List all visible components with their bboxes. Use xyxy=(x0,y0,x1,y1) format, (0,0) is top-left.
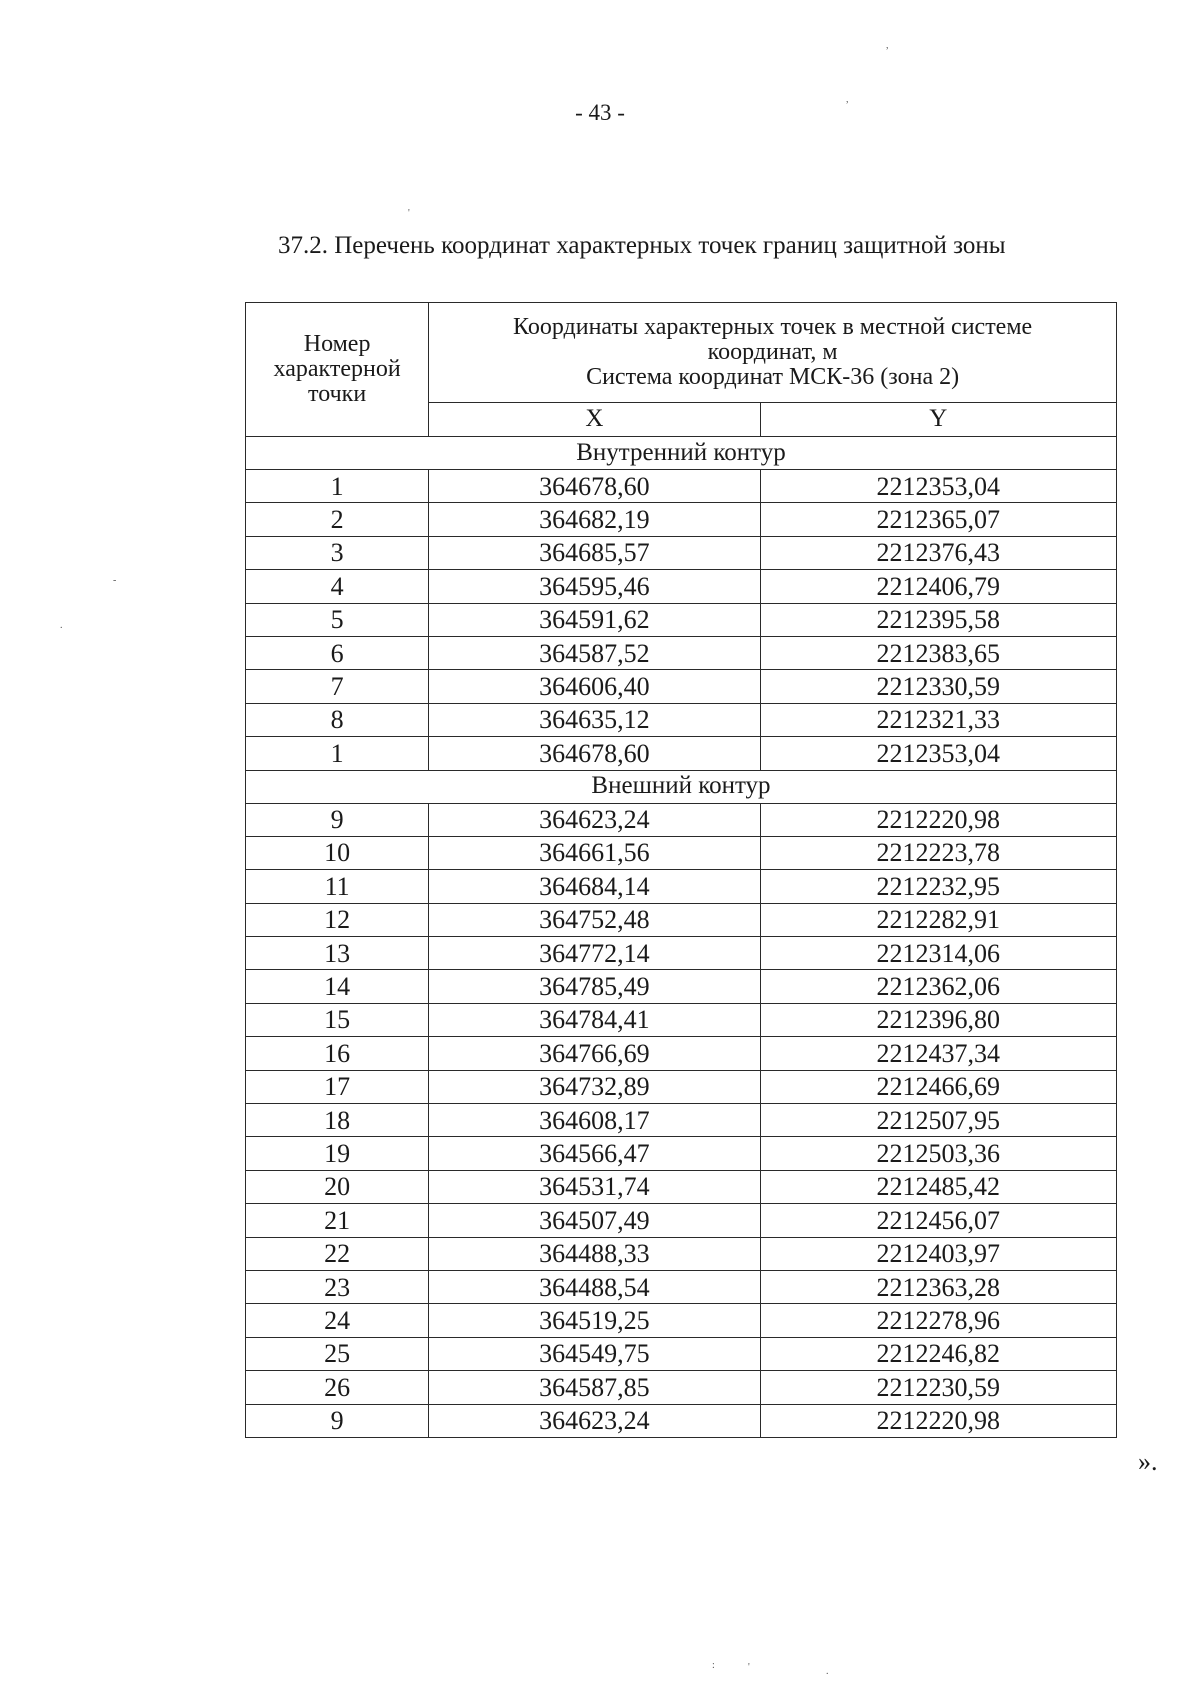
scan-speck: , xyxy=(886,40,889,51)
point-number-cell: 22 xyxy=(246,1237,429,1270)
scan-speck: , xyxy=(846,94,849,105)
table-row xyxy=(246,937,1117,970)
table-row xyxy=(246,737,1117,770)
y-coordinate-cell: 2212282,91 xyxy=(760,903,1116,936)
table-row xyxy=(246,903,1117,936)
table-row xyxy=(246,970,1117,1003)
y-coordinate-cell: 2212406,79 xyxy=(760,570,1116,603)
x-coordinate-cell: 364784,41 xyxy=(429,1003,760,1036)
x-coordinate-cell: 364661,56 xyxy=(429,836,760,869)
x-coordinate-cell: 364684,14 xyxy=(429,870,760,903)
y-coordinate-cell: 2212220,98 xyxy=(760,1404,1116,1437)
point-number-cell: 6 xyxy=(246,636,429,669)
point-number-cell: 4 xyxy=(246,570,429,603)
x-coordinate-cell: 364549,75 xyxy=(429,1337,760,1370)
y-coordinate-cell: 2212230,59 xyxy=(760,1371,1116,1404)
section-row xyxy=(246,770,1117,803)
table-row xyxy=(246,670,1117,703)
point-number-cell: 9 xyxy=(246,1404,429,1437)
x-coordinate-cell: 364752,48 xyxy=(429,903,760,936)
y-coordinate-cell: 2212362,06 xyxy=(760,970,1116,1003)
x-coordinate-cell: 364678,60 xyxy=(429,737,760,770)
x-coordinate-cell: 364507,49 xyxy=(429,1204,760,1237)
x-coordinate-cell: 364685,57 xyxy=(429,536,760,569)
coordinates-header-line-3: Система координат МСК-36 (зона 2) xyxy=(586,363,960,390)
table-row xyxy=(246,1270,1117,1303)
table-row xyxy=(246,1037,1117,1070)
section-title: Внешний контур xyxy=(246,770,1117,803)
scan-speck: - xyxy=(113,575,117,586)
y-coordinate-cell: 2212314,06 xyxy=(760,937,1116,970)
x-coordinate-cell: 364623,24 xyxy=(429,803,760,836)
y-coordinate-cell: 2212365,07 xyxy=(760,503,1116,536)
page-number: - 43 - xyxy=(575,100,625,125)
point-number-cell: 21 xyxy=(246,1204,429,1237)
table-row xyxy=(246,1204,1117,1237)
point-number-cell: 23 xyxy=(246,1270,429,1303)
table-row xyxy=(246,1304,1117,1337)
y-coordinate-cell: 2212232,95 xyxy=(760,870,1116,903)
x-coordinate-cell: 364519,25 xyxy=(429,1304,760,1337)
point-number-cell: 24 xyxy=(246,1304,429,1337)
point-number-cell: 1 xyxy=(246,737,429,770)
table-row xyxy=(246,836,1117,869)
point-number-cell: 14 xyxy=(246,970,429,1003)
y-coordinate-cell: 2212395,58 xyxy=(760,603,1116,636)
y-coordinate-cell: 2212363,28 xyxy=(760,1270,1116,1303)
x-coordinate-cell: 364606,40 xyxy=(429,670,760,703)
section-heading: 37.2. Перечень координат характерных точек границ защитной зоны xyxy=(278,232,1006,259)
point-number-cell: 11 xyxy=(246,870,429,903)
scan-speck: . xyxy=(826,1666,829,1677)
y-coordinate-cell: 2212223,78 xyxy=(760,836,1116,869)
table-row xyxy=(246,1104,1117,1137)
coordinates-table xyxy=(245,302,1117,1438)
y-coordinate-cell: 2212403,97 xyxy=(760,1237,1116,1270)
y-coordinate-cell: 2212330,59 xyxy=(760,670,1116,703)
x-coordinate-cell: 364587,85 xyxy=(429,1371,760,1404)
x-coordinate-cell: 364678,60 xyxy=(429,470,760,503)
table-row xyxy=(246,803,1117,836)
y-coordinate-cell: 2212485,42 xyxy=(760,1170,1116,1203)
point-number-cell: 16 xyxy=(246,1037,429,1070)
scan-speck: ' xyxy=(748,1662,750,1673)
closing-quote-mark: ». xyxy=(1138,1447,1158,1476)
x-column-header: X xyxy=(429,402,760,436)
point-number-cell: 1 xyxy=(246,470,429,503)
point-number-cell: 9 xyxy=(246,803,429,836)
coordinates-header-line-1: Координаты характерных точек в местной системе xyxy=(513,313,1033,340)
coordinates-header-line-2: координат, м xyxy=(707,338,838,365)
point-number-header: Номер характерной точки xyxy=(246,303,429,437)
y-coordinate-cell: 2212376,43 xyxy=(760,536,1116,569)
x-coordinate-cell: 364785,49 xyxy=(429,970,760,1003)
point-number-cell: 26 xyxy=(246,1371,429,1404)
y-coordinate-cell: 2212456,07 xyxy=(760,1204,1116,1237)
table-row xyxy=(246,1070,1117,1103)
x-coordinate-cell: 364595,46 xyxy=(429,570,760,603)
x-coordinate-cell: 364682,19 xyxy=(429,503,760,536)
y-coordinate-cell: 2212396,80 xyxy=(760,1003,1116,1036)
x-coordinate-cell: 364587,52 xyxy=(429,636,760,669)
scan-speck: : xyxy=(712,1660,715,1671)
x-coordinate-cell: 364591,62 xyxy=(429,603,760,636)
point-number-cell: 8 xyxy=(246,703,429,736)
point-number-cell: 25 xyxy=(246,1337,429,1370)
table-row xyxy=(246,703,1117,736)
x-coordinate-cell: 364488,54 xyxy=(429,1270,760,1303)
y-column-header: Y xyxy=(760,402,1116,436)
table-row xyxy=(246,603,1117,636)
x-coordinate-cell: 364488,33 xyxy=(429,1237,760,1270)
y-coordinate-cell: 2212503,36 xyxy=(760,1137,1116,1170)
table-row xyxy=(246,1237,1117,1270)
scan-speck: . xyxy=(60,620,63,631)
point-number-cell: 7 xyxy=(246,670,429,703)
x-coordinate-cell: 364566,47 xyxy=(429,1137,760,1170)
y-coordinate-cell: 2212383,65 xyxy=(760,636,1116,669)
point-number-cell: 10 xyxy=(246,836,429,869)
y-coordinate-cell: 2212353,04 xyxy=(760,737,1116,770)
table-row xyxy=(246,536,1117,569)
y-coordinate-cell: 2212353,04 xyxy=(760,470,1116,503)
y-coordinate-cell: 2212278,96 xyxy=(760,1304,1116,1337)
x-coordinate-cell: 364531,74 xyxy=(429,1170,760,1203)
point-number-cell: 18 xyxy=(246,1104,429,1137)
point-number-cell: 12 xyxy=(246,903,429,936)
y-coordinate-cell: 2212437,34 xyxy=(760,1037,1116,1070)
y-coordinate-cell: 2212246,82 xyxy=(760,1337,1116,1370)
table-row xyxy=(246,570,1117,603)
point-number-cell: 17 xyxy=(246,1070,429,1103)
x-coordinate-cell: 364635,12 xyxy=(429,703,760,736)
x-coordinate-cell: 364772,14 xyxy=(429,937,760,970)
table-row xyxy=(246,1170,1117,1203)
table-row xyxy=(246,503,1117,536)
y-coordinate-cell: 2212507,95 xyxy=(760,1104,1116,1137)
x-coordinate-cell: 364766,69 xyxy=(429,1037,760,1070)
point-number-cell: 13 xyxy=(246,937,429,970)
y-coordinate-cell: 2212220,98 xyxy=(760,803,1116,836)
point-number-cell: 15 xyxy=(246,1003,429,1036)
table-row xyxy=(246,1371,1117,1404)
coordinates-table-body xyxy=(246,437,1117,1438)
section-title: Внутренний контур xyxy=(246,437,1117,470)
x-coordinate-cell: 364623,24 xyxy=(429,1404,760,1437)
table-row xyxy=(246,1137,1117,1170)
coordinates-header xyxy=(429,303,1117,403)
table-row xyxy=(246,636,1117,669)
point-number-cell: 20 xyxy=(246,1170,429,1203)
y-coordinate-cell: 2212466,69 xyxy=(760,1070,1116,1103)
table-row xyxy=(246,1404,1117,1437)
table-row xyxy=(246,1003,1117,1036)
x-coordinate-cell: 364732,89 xyxy=(429,1070,760,1103)
x-coordinate-cell: 364608,17 xyxy=(429,1104,760,1137)
table-row xyxy=(246,870,1117,903)
point-number-cell: 3 xyxy=(246,536,429,569)
y-coordinate-cell: 2212321,33 xyxy=(760,703,1116,736)
scan-speck: ' xyxy=(408,208,410,219)
table-row xyxy=(246,1337,1117,1370)
point-number-cell: 2 xyxy=(246,503,429,536)
section-row xyxy=(246,437,1117,470)
table-row xyxy=(246,470,1117,503)
point-number-cell: 5 xyxy=(246,603,429,636)
point-number-cell: 19 xyxy=(246,1137,429,1170)
